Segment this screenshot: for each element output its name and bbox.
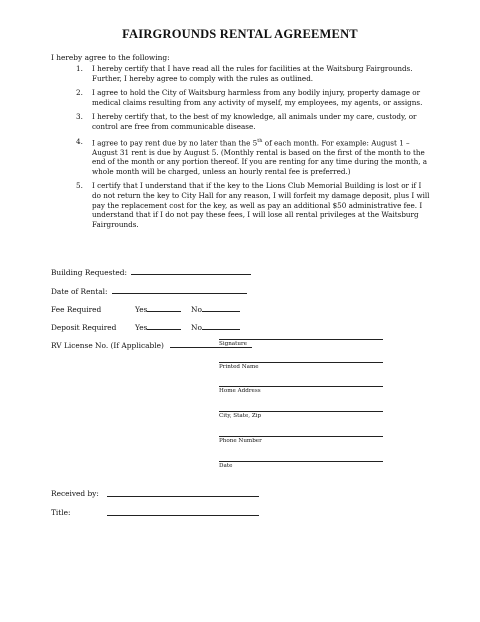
date-label: Date: [219, 463, 233, 469]
phone-number-line[interactable]: [219, 436, 383, 437]
deposit-no-field: [191, 323, 240, 332]
deposit-yes-label: Yes: [135, 323, 148, 332]
fee-no-label: No: [191, 305, 202, 314]
building-requested-label: Building Requested:: [51, 268, 128, 277]
city-state-zip-line[interactable]: [219, 411, 383, 412]
home-address-label: Home Address: [219, 388, 261, 394]
terms-item-number: 1.: [76, 64, 83, 73]
home-address-line[interactable]: [219, 386, 383, 387]
fee-yes-label: Yes: [135, 305, 148, 314]
terms-item-text-part: of each month. For example: August 1 – August 31 rent is due by August 5. (Monthly rental is based on the first of the month to the end of the month or any portion thereof. If you are renting for any time during the month, a whole month will be charged, unless an hourly rental fee is preferred.): [92, 137, 428, 176]
title-label: Title:: [51, 508, 71, 517]
terms-item: [76, 112, 431, 131]
fee-yes-field: [135, 305, 181, 314]
terms-item: [76, 88, 431, 107]
rv-license-label: RV License No. (If Applicable): [51, 341, 164, 350]
terms-item-number: 2.: [76, 88, 83, 98]
signature-line[interactable]: [219, 339, 383, 340]
terms-list: [76, 64, 431, 229]
date-of-rental-field: [51, 287, 247, 296]
title-line[interactable]: [107, 515, 259, 516]
deposit-yes-blank[interactable]: [147, 328, 181, 330]
document-title: FAIRGROUNDS RENTAL AGREEMENT: [122, 27, 358, 41]
date-line[interactable]: [219, 461, 383, 462]
phone-number-label: Phone Number: [219, 438, 262, 444]
fee-no-field: [191, 305, 240, 314]
fee-required-label: Fee Required: [51, 305, 102, 314]
terms-item: [76, 64, 431, 83]
terms-item-text: [92, 137, 431, 177]
terms-item-number: 3.: [76, 112, 83, 122]
terms-item-text: I hereby certify that, to the best of my knowledge, all animals under my care, custody, or control are free from communicable disease.: [92, 112, 417, 131]
deposit-no-blank[interactable]: [202, 328, 240, 330]
date-of-rental-label: Date of Rental:: [51, 287, 108, 296]
building-requested-blank[interactable]: [131, 273, 251, 275]
city-state-zip-label: City, State, Zip: [219, 413, 262, 419]
fee-yes-blank[interactable]: [147, 310, 181, 312]
received-by-line[interactable]: [107, 496, 259, 497]
received-by-label: Received by:: [51, 489, 99, 498]
deposit-no-label: No: [191, 323, 202, 332]
signature-label: Signature: [219, 341, 247, 347]
printed-name-label: Printed Name: [219, 364, 259, 370]
ordinal-suffix: th: [257, 137, 263, 144]
terms-item: [76, 137, 431, 177]
terms-item: [76, 181, 431, 229]
terms-item-number: 5.: [76, 181, 83, 191]
building-requested-field: [51, 268, 251, 277]
terms-item-text: I hereby certify that I have read all the rules for facilities at the Waitsburg Fairgrounds. Further, I hereby agree to comply with the rules as outlined.: [92, 64, 413, 83]
date-of-rental-blank[interactable]: [112, 292, 247, 294]
terms-item-number: 4.: [76, 136, 83, 146]
deposit-required-label: Deposit Required: [51, 323, 117, 332]
fee-no-blank[interactable]: [202, 310, 240, 312]
printed-name-line[interactable]: [219, 362, 383, 363]
terms-item-text-part: I agree to pay rent due by no later than the 5: [92, 137, 258, 147]
terms-item-text: I agree to hold the City of Waitsburg harmless from any bodily injury, property damage or medical claims resulting from any activity of myself, my employees, my agents, or assigns.: [92, 88, 423, 107]
terms-item-text: I certify that I understand that if the key to the Lions Club Memorial Building is lost or if I do not return the key to City Hall for any reason, I will forfeit my damage deposit, plus I will pay the replacement cost for the key, as well as pay an additional $50 administrative fee. I understand that if I do not pay these fees, I will lose all rental privileges at the Waitsburg Fairgrounds.: [92, 181, 430, 229]
intro-text: I hereby agree to the following:: [51, 53, 170, 62]
deposit-yes-field: [135, 323, 181, 332]
